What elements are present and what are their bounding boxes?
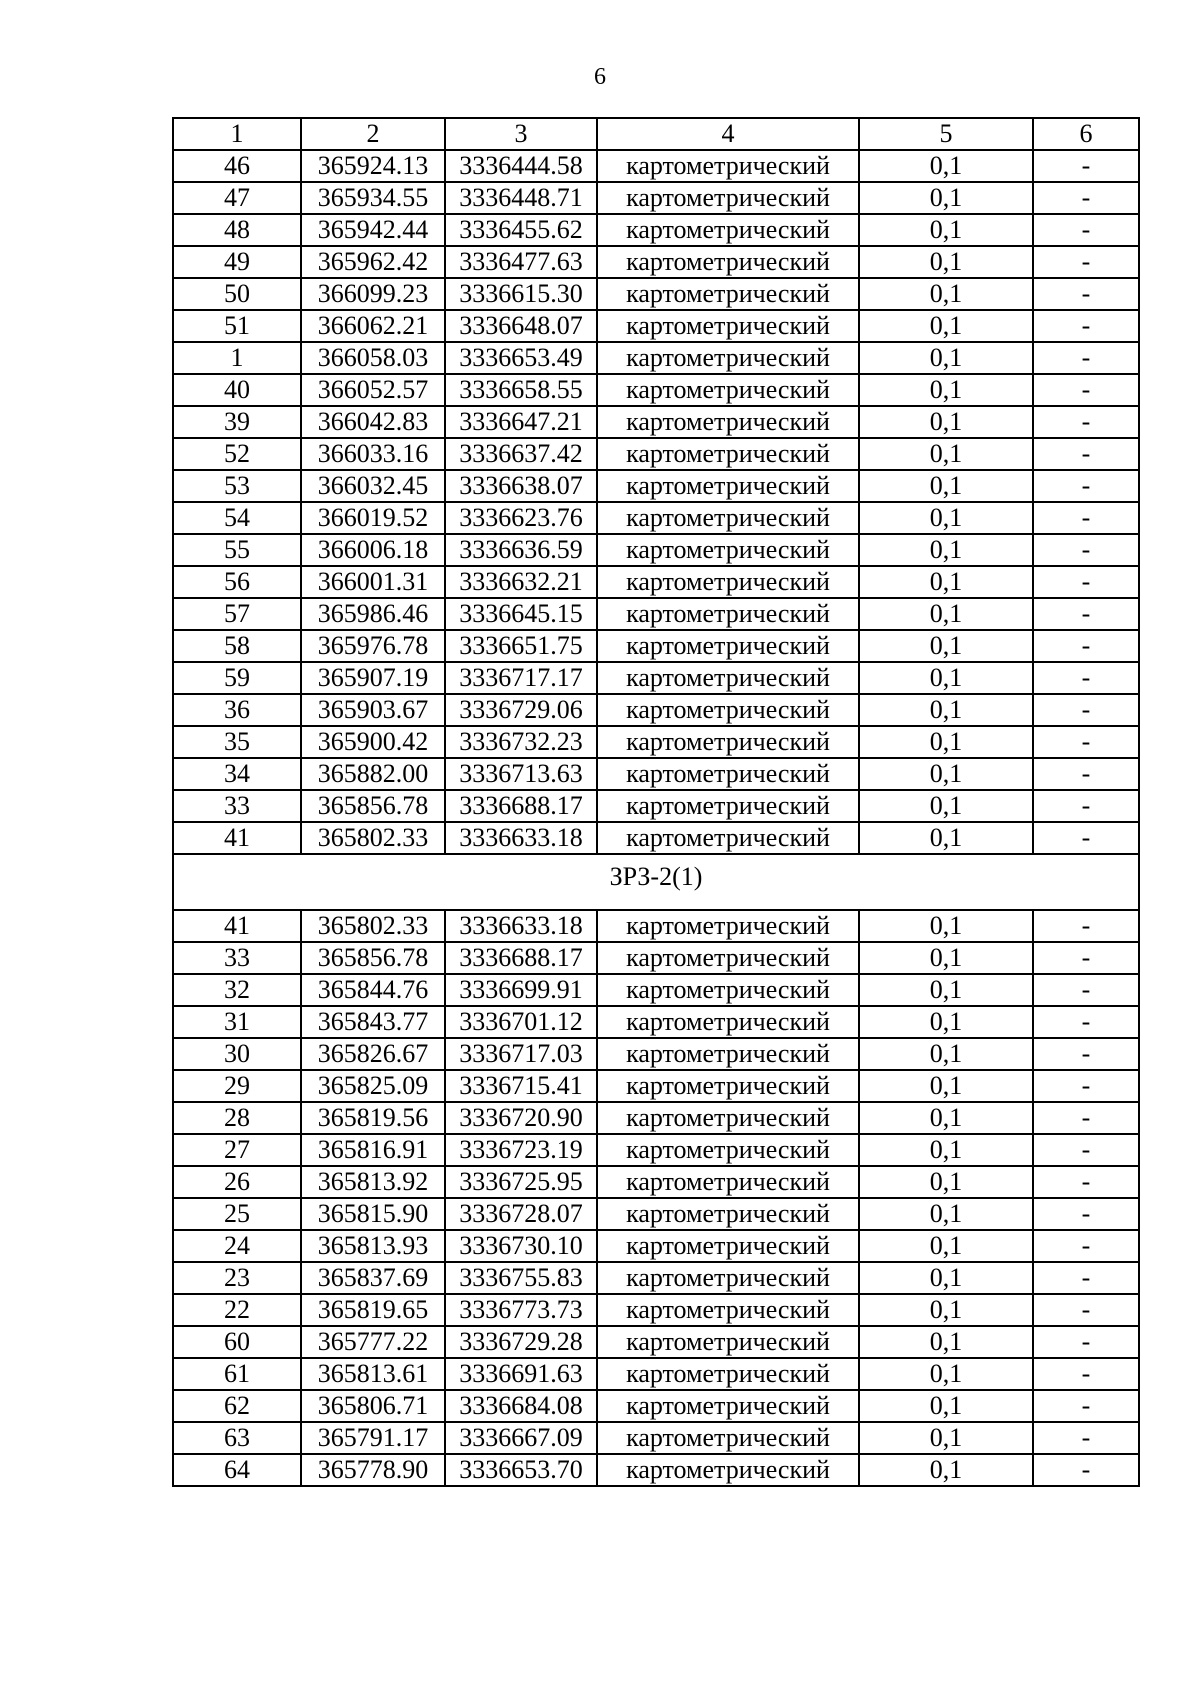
table-row xyxy=(173,566,1139,598)
x-coordinate-cell: 365843.77 xyxy=(301,1006,445,1038)
section-title: ЗРЗ-2(1) xyxy=(173,854,1139,910)
description-cell: - xyxy=(1033,1230,1139,1262)
x-coordinate-cell: 365813.92 xyxy=(301,1166,445,1198)
y-coordinate-cell: 3336755.83 xyxy=(445,1262,597,1294)
table-row xyxy=(173,1454,1139,1486)
x-coordinate-cell: 365825.09 xyxy=(301,1070,445,1102)
accuracy-cell: 0,1 xyxy=(859,974,1033,1006)
coordinates-table-body xyxy=(173,118,1139,1486)
method-cell: картометрический xyxy=(597,942,859,974)
y-coordinate-cell: 3336615.30 xyxy=(445,278,597,310)
x-coordinate-cell: 366001.31 xyxy=(301,566,445,598)
method-cell: картометрический xyxy=(597,438,859,470)
accuracy-cell: 0,1 xyxy=(859,246,1033,278)
point-number-cell: 47 xyxy=(173,182,301,214)
y-coordinate-cell: 3336691.63 xyxy=(445,1358,597,1390)
method-cell: картометрический xyxy=(597,374,859,406)
point-number-cell: 55 xyxy=(173,534,301,566)
method-cell: картометрический xyxy=(597,342,859,374)
x-coordinate-cell: 365816.91 xyxy=(301,1134,445,1166)
method-cell: картометрический xyxy=(597,406,859,438)
description-cell: - xyxy=(1033,406,1139,438)
x-coordinate-cell: 366006.18 xyxy=(301,534,445,566)
x-coordinate-cell: 366042.83 xyxy=(301,406,445,438)
y-coordinate-cell: 3336651.75 xyxy=(445,630,597,662)
table-row xyxy=(173,1006,1139,1038)
accuracy-cell: 0,1 xyxy=(859,182,1033,214)
x-coordinate-cell: 366033.16 xyxy=(301,438,445,470)
accuracy-cell: 0,1 xyxy=(859,1102,1033,1134)
accuracy-cell: 0,1 xyxy=(859,1358,1033,1390)
description-cell: - xyxy=(1033,1454,1139,1486)
description-cell: - xyxy=(1033,822,1139,854)
description-cell: - xyxy=(1033,1102,1139,1134)
x-coordinate-cell: 365976.78 xyxy=(301,630,445,662)
accuracy-cell: 0,1 xyxy=(859,1006,1033,1038)
y-coordinate-cell: 3336623.76 xyxy=(445,502,597,534)
method-cell: картометрический xyxy=(597,470,859,502)
table-row xyxy=(173,1070,1139,1102)
method-cell: картометрический xyxy=(597,1358,859,1390)
y-coordinate-cell: 3336653.70 xyxy=(445,1454,597,1486)
accuracy-cell: 0,1 xyxy=(859,598,1033,630)
x-coordinate-cell: 365813.93 xyxy=(301,1230,445,1262)
x-coordinate-cell: 365802.33 xyxy=(301,910,445,942)
x-coordinate-cell: 365777.22 xyxy=(301,1326,445,1358)
accuracy-cell: 0,1 xyxy=(859,438,1033,470)
y-coordinate-cell: 3336684.08 xyxy=(445,1390,597,1422)
x-coordinate-cell: 365806.71 xyxy=(301,1390,445,1422)
description-cell: - xyxy=(1033,1134,1139,1166)
table-row xyxy=(173,1134,1139,1166)
y-coordinate-cell: 3336688.17 xyxy=(445,942,597,974)
point-number-cell: 35 xyxy=(173,726,301,758)
accuracy-cell: 0,1 xyxy=(859,1230,1033,1262)
description-cell: - xyxy=(1033,1390,1139,1422)
accuracy-cell: 0,1 xyxy=(859,1390,1033,1422)
accuracy-cell: 0,1 xyxy=(859,1262,1033,1294)
description-cell: - xyxy=(1033,662,1139,694)
description-cell: - xyxy=(1033,598,1139,630)
method-cell: картометрический xyxy=(597,822,859,854)
y-coordinate-cell: 3336773.73 xyxy=(445,1294,597,1326)
table-row xyxy=(173,470,1139,502)
accuracy-cell: 0,1 xyxy=(859,374,1033,406)
y-coordinate-cell: 3336444.58 xyxy=(445,150,597,182)
x-coordinate-cell: 365962.42 xyxy=(301,246,445,278)
description-cell: - xyxy=(1033,630,1139,662)
x-coordinate-cell: 365826.67 xyxy=(301,1038,445,1070)
accuracy-cell: 0,1 xyxy=(859,566,1033,598)
description-cell: - xyxy=(1033,278,1139,310)
point-number-cell: 52 xyxy=(173,438,301,470)
accuracy-cell: 0,1 xyxy=(859,910,1033,942)
y-coordinate-cell: 3336732.23 xyxy=(445,726,597,758)
table-row xyxy=(173,974,1139,1006)
y-coordinate-cell: 3336717.17 xyxy=(445,662,597,694)
point-number-cell: 63 xyxy=(173,1422,301,1454)
point-number-cell: 31 xyxy=(173,1006,301,1038)
table-row xyxy=(173,694,1139,726)
y-coordinate-cell: 3336448.71 xyxy=(445,182,597,214)
point-number-cell: 64 xyxy=(173,1454,301,1486)
x-coordinate-cell: 365778.90 xyxy=(301,1454,445,1486)
table-row xyxy=(173,406,1139,438)
accuracy-cell: 0,1 xyxy=(859,1294,1033,1326)
table-row xyxy=(173,662,1139,694)
method-cell: картометрический xyxy=(597,1070,859,1102)
x-coordinate-cell: 365903.67 xyxy=(301,694,445,726)
method-cell: картометрический xyxy=(597,598,859,630)
table-row xyxy=(173,1198,1139,1230)
table-header-row xyxy=(173,118,1139,150)
method-cell: картометрический xyxy=(597,1422,859,1454)
description-cell: - xyxy=(1033,1358,1139,1390)
point-number-cell: 61 xyxy=(173,1358,301,1390)
description-cell: - xyxy=(1033,502,1139,534)
table-row xyxy=(173,182,1139,214)
method-cell: картометрический xyxy=(597,790,859,822)
y-coordinate-cell: 3336701.12 xyxy=(445,1006,597,1038)
column-header: 2 xyxy=(301,118,445,150)
method-cell: картометрический xyxy=(597,1390,859,1422)
x-coordinate-cell: 366099.23 xyxy=(301,278,445,310)
column-header: 4 xyxy=(597,118,859,150)
point-number-cell: 36 xyxy=(173,694,301,726)
point-number-cell: 56 xyxy=(173,566,301,598)
table-row xyxy=(173,1230,1139,1262)
description-cell: - xyxy=(1033,342,1139,374)
table-row xyxy=(173,246,1139,278)
table-row xyxy=(173,1262,1139,1294)
column-header: 5 xyxy=(859,118,1033,150)
table-row xyxy=(173,1422,1139,1454)
method-cell: картометрический xyxy=(597,214,859,246)
point-number-cell: 1 xyxy=(173,342,301,374)
method-cell: картометрический xyxy=(597,630,859,662)
table-row xyxy=(173,1038,1139,1070)
point-number-cell: 58 xyxy=(173,630,301,662)
description-cell: - xyxy=(1033,1166,1139,1198)
method-cell: картометрический xyxy=(597,1454,859,1486)
column-header: 6 xyxy=(1033,118,1139,150)
point-number-cell: 28 xyxy=(173,1102,301,1134)
accuracy-cell: 0,1 xyxy=(859,1422,1033,1454)
accuracy-cell: 0,1 xyxy=(859,1038,1033,1070)
method-cell: картометрический xyxy=(597,1006,859,1038)
table-row xyxy=(173,598,1139,630)
accuracy-cell: 0,1 xyxy=(859,1198,1033,1230)
description-cell: - xyxy=(1033,1294,1139,1326)
y-coordinate-cell: 3336728.07 xyxy=(445,1198,597,1230)
method-cell: картометрический xyxy=(597,758,859,790)
x-coordinate-cell: 365837.69 xyxy=(301,1262,445,1294)
description-cell: - xyxy=(1033,1422,1139,1454)
table-row xyxy=(173,822,1139,854)
point-number-cell: 50 xyxy=(173,278,301,310)
point-number-cell: 49 xyxy=(173,246,301,278)
x-coordinate-cell: 365882.00 xyxy=(301,758,445,790)
page-number: 6 xyxy=(594,64,606,90)
accuracy-cell: 0,1 xyxy=(859,694,1033,726)
point-number-cell: 33 xyxy=(173,942,301,974)
table-row xyxy=(173,630,1139,662)
point-number-cell: 54 xyxy=(173,502,301,534)
description-cell: - xyxy=(1033,310,1139,342)
x-coordinate-cell: 365819.65 xyxy=(301,1294,445,1326)
accuracy-cell: 0,1 xyxy=(859,1454,1033,1486)
x-coordinate-cell: 365791.17 xyxy=(301,1422,445,1454)
method-cell: картометрический xyxy=(597,150,859,182)
x-coordinate-cell: 365815.90 xyxy=(301,1198,445,1230)
description-cell: - xyxy=(1033,1006,1139,1038)
point-number-cell: 57 xyxy=(173,598,301,630)
method-cell: картометрический xyxy=(597,1326,859,1358)
table-row xyxy=(173,790,1139,822)
point-number-cell: 53 xyxy=(173,470,301,502)
table-row xyxy=(173,1358,1139,1390)
y-coordinate-cell: 3336633.18 xyxy=(445,822,597,854)
table-row xyxy=(173,1390,1139,1422)
description-cell: - xyxy=(1033,790,1139,822)
y-coordinate-cell: 3336632.21 xyxy=(445,566,597,598)
point-number-cell: 41 xyxy=(173,910,301,942)
accuracy-cell: 0,1 xyxy=(859,662,1033,694)
point-number-cell: 39 xyxy=(173,406,301,438)
accuracy-cell: 0,1 xyxy=(859,278,1033,310)
point-number-cell: 24 xyxy=(173,1230,301,1262)
description-cell: - xyxy=(1033,758,1139,790)
column-header: 1 xyxy=(173,118,301,150)
method-cell: картометрический xyxy=(597,534,859,566)
table-row xyxy=(173,942,1139,974)
y-coordinate-cell: 3336658.55 xyxy=(445,374,597,406)
accuracy-cell: 0,1 xyxy=(859,1166,1033,1198)
accuracy-cell: 0,1 xyxy=(859,342,1033,374)
x-coordinate-cell: 365934.55 xyxy=(301,182,445,214)
column-header: 3 xyxy=(445,118,597,150)
description-cell: - xyxy=(1033,1198,1139,1230)
table-row xyxy=(173,214,1139,246)
y-coordinate-cell: 3336638.07 xyxy=(445,470,597,502)
y-coordinate-cell: 3336455.62 xyxy=(445,214,597,246)
accuracy-cell: 0,1 xyxy=(859,470,1033,502)
description-cell: - xyxy=(1033,974,1139,1006)
y-coordinate-cell: 3336648.07 xyxy=(445,310,597,342)
method-cell: картометрический xyxy=(597,502,859,534)
table-row xyxy=(173,1102,1139,1134)
description-cell: - xyxy=(1033,374,1139,406)
table-row xyxy=(173,910,1139,942)
accuracy-cell: 0,1 xyxy=(859,726,1033,758)
table-row xyxy=(173,534,1139,566)
accuracy-cell: 0,1 xyxy=(859,502,1033,534)
point-number-cell: 60 xyxy=(173,1326,301,1358)
y-coordinate-cell: 3336713.63 xyxy=(445,758,597,790)
method-cell: картометрический xyxy=(597,1198,859,1230)
point-number-cell: 40 xyxy=(173,374,301,406)
method-cell: картометрический xyxy=(597,1038,859,1070)
accuracy-cell: 0,1 xyxy=(859,822,1033,854)
y-coordinate-cell: 3336717.03 xyxy=(445,1038,597,1070)
description-cell: - xyxy=(1033,246,1139,278)
x-coordinate-cell: 365942.44 xyxy=(301,214,445,246)
table-row xyxy=(173,438,1139,470)
x-coordinate-cell: 366052.57 xyxy=(301,374,445,406)
point-number-cell: 32 xyxy=(173,974,301,1006)
point-number-cell: 26 xyxy=(173,1166,301,1198)
x-coordinate-cell: 366058.03 xyxy=(301,342,445,374)
accuracy-cell: 0,1 xyxy=(859,758,1033,790)
method-cell: картометрический xyxy=(597,1134,859,1166)
method-cell: картометрический xyxy=(597,694,859,726)
x-coordinate-cell: 365819.56 xyxy=(301,1102,445,1134)
description-cell: - xyxy=(1033,150,1139,182)
x-coordinate-cell: 365844.76 xyxy=(301,974,445,1006)
table-row xyxy=(173,502,1139,534)
point-number-cell: 48 xyxy=(173,214,301,246)
point-number-cell: 62 xyxy=(173,1390,301,1422)
description-cell: - xyxy=(1033,1070,1139,1102)
y-coordinate-cell: 3336653.49 xyxy=(445,342,597,374)
description-cell: - xyxy=(1033,1326,1139,1358)
accuracy-cell: 0,1 xyxy=(859,214,1033,246)
x-coordinate-cell: 365813.61 xyxy=(301,1358,445,1390)
accuracy-cell: 0,1 xyxy=(859,1326,1033,1358)
accuracy-cell: 0,1 xyxy=(859,310,1033,342)
description-cell: - xyxy=(1033,1038,1139,1070)
method-cell: картометрический xyxy=(597,1166,859,1198)
description-cell: - xyxy=(1033,910,1139,942)
description-cell: - xyxy=(1033,214,1139,246)
accuracy-cell: 0,1 xyxy=(859,630,1033,662)
description-cell: - xyxy=(1033,694,1139,726)
y-coordinate-cell: 3336723.19 xyxy=(445,1134,597,1166)
point-number-cell: 34 xyxy=(173,758,301,790)
method-cell: картометрический xyxy=(597,662,859,694)
x-coordinate-cell: 366032.45 xyxy=(301,470,445,502)
x-coordinate-cell: 365986.46 xyxy=(301,598,445,630)
y-coordinate-cell: 3336637.42 xyxy=(445,438,597,470)
y-coordinate-cell: 3336645.15 xyxy=(445,598,597,630)
point-number-cell: 33 xyxy=(173,790,301,822)
description-cell: - xyxy=(1033,438,1139,470)
description-cell: - xyxy=(1033,566,1139,598)
point-number-cell: 51 xyxy=(173,310,301,342)
accuracy-cell: 0,1 xyxy=(859,534,1033,566)
point-number-cell: 29 xyxy=(173,1070,301,1102)
y-coordinate-cell: 3336688.17 xyxy=(445,790,597,822)
x-coordinate-cell: 365802.33 xyxy=(301,822,445,854)
description-cell: - xyxy=(1033,942,1139,974)
table-row xyxy=(173,1166,1139,1198)
point-number-cell: 23 xyxy=(173,1262,301,1294)
method-cell: картометрический xyxy=(597,1294,859,1326)
y-coordinate-cell: 3336667.09 xyxy=(445,1422,597,1454)
y-coordinate-cell: 3336725.95 xyxy=(445,1166,597,1198)
point-number-cell: 30 xyxy=(173,1038,301,1070)
point-number-cell: 25 xyxy=(173,1198,301,1230)
table-row xyxy=(173,758,1139,790)
table-row xyxy=(173,342,1139,374)
point-number-cell: 46 xyxy=(173,150,301,182)
description-cell: - xyxy=(1033,1262,1139,1294)
table-row xyxy=(173,1326,1139,1358)
method-cell: картометрический xyxy=(597,726,859,758)
y-coordinate-cell: 3336715.41 xyxy=(445,1070,597,1102)
table-row xyxy=(173,1294,1139,1326)
method-cell: картометрический xyxy=(597,1230,859,1262)
x-coordinate-cell: 365924.13 xyxy=(301,150,445,182)
x-coordinate-cell: 366062.21 xyxy=(301,310,445,342)
method-cell: картометрический xyxy=(597,278,859,310)
method-cell: картометрический xyxy=(597,1102,859,1134)
description-cell: - xyxy=(1033,182,1139,214)
coordinates-table xyxy=(172,117,1140,1487)
description-cell: - xyxy=(1033,470,1139,502)
accuracy-cell: 0,1 xyxy=(859,1070,1033,1102)
method-cell: картометрический xyxy=(597,310,859,342)
y-coordinate-cell: 3336699.91 xyxy=(445,974,597,1006)
table-row xyxy=(173,310,1139,342)
y-coordinate-cell: 3336720.90 xyxy=(445,1102,597,1134)
point-number-cell: 59 xyxy=(173,662,301,694)
x-coordinate-cell: 366019.52 xyxy=(301,502,445,534)
description-cell: - xyxy=(1033,726,1139,758)
method-cell: картометрический xyxy=(597,246,859,278)
y-coordinate-cell: 3336633.18 xyxy=(445,910,597,942)
x-coordinate-cell: 365907.19 xyxy=(301,662,445,694)
x-coordinate-cell: 365856.78 xyxy=(301,790,445,822)
method-cell: картометрический xyxy=(597,182,859,214)
accuracy-cell: 0,1 xyxy=(859,790,1033,822)
point-number-cell: 41 xyxy=(173,822,301,854)
table-row xyxy=(173,278,1139,310)
point-number-cell: 27 xyxy=(173,1134,301,1166)
y-coordinate-cell: 3336729.06 xyxy=(445,694,597,726)
x-coordinate-cell: 365900.42 xyxy=(301,726,445,758)
method-cell: картометрический xyxy=(597,566,859,598)
method-cell: картометрический xyxy=(597,974,859,1006)
x-coordinate-cell: 365856.78 xyxy=(301,942,445,974)
accuracy-cell: 0,1 xyxy=(859,406,1033,438)
y-coordinate-cell: 3336647.21 xyxy=(445,406,597,438)
table-row xyxy=(173,726,1139,758)
y-coordinate-cell: 3336729.28 xyxy=(445,1326,597,1358)
table-row xyxy=(173,374,1139,406)
y-coordinate-cell: 3336477.63 xyxy=(445,246,597,278)
point-number-cell: 22 xyxy=(173,1294,301,1326)
accuracy-cell: 0,1 xyxy=(859,150,1033,182)
section-heading-row xyxy=(173,854,1139,910)
accuracy-cell: 0,1 xyxy=(859,942,1033,974)
table-row xyxy=(173,150,1139,182)
accuracy-cell: 0,1 xyxy=(859,1134,1033,1166)
description-cell: - xyxy=(1033,534,1139,566)
method-cell: картометрический xyxy=(597,910,859,942)
y-coordinate-cell: 3336730.10 xyxy=(445,1230,597,1262)
y-coordinate-cell: 3336636.59 xyxy=(445,534,597,566)
method-cell: картометрический xyxy=(597,1262,859,1294)
